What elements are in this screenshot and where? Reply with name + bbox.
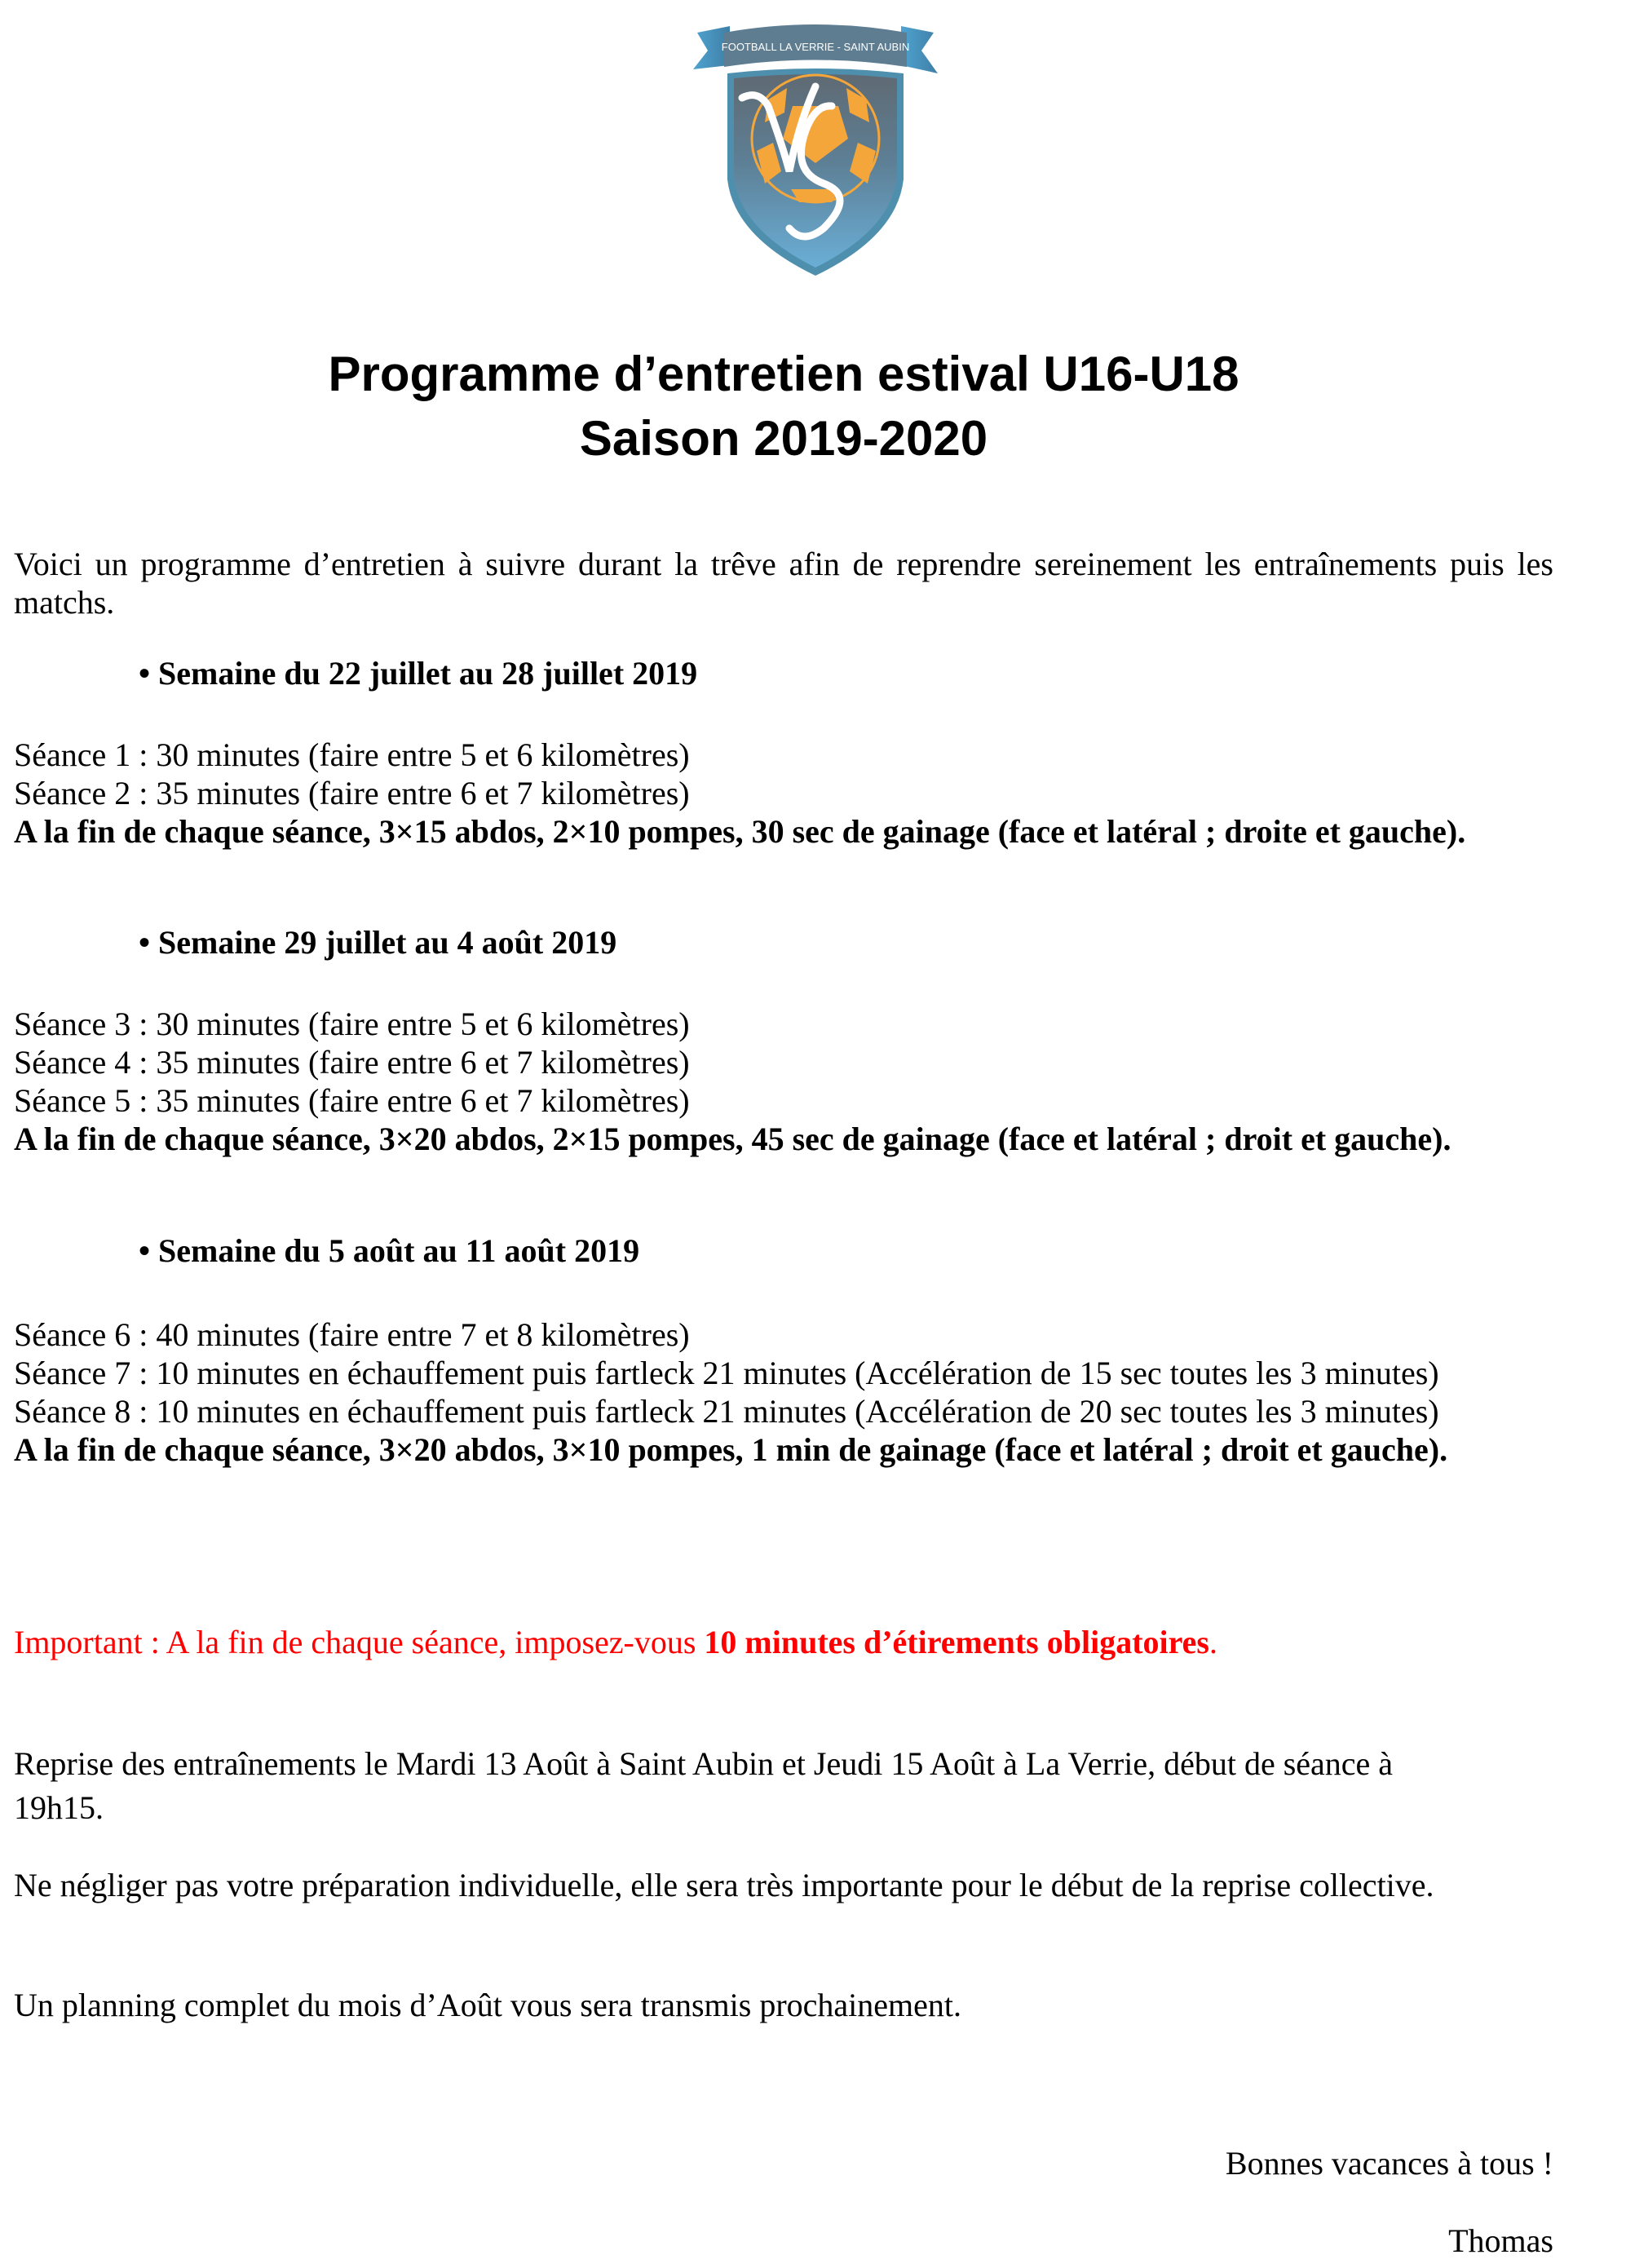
bullet-icon: • xyxy=(139,655,151,692)
exercise-summary: A la fin de chaque séance, 3×20 abdos, 3×10 pompes, 1 min de gainage (face et latéral ; droit et gauche). xyxy=(14,1431,1448,1468)
session-item: Séance 3 : 30 minutes (faire entre 5 et 6 kilomètres) xyxy=(14,1006,690,1042)
session-item: Séance 8 : 10 minutes en échauffement puis fartleck 21 minutes (Accélération de 20 sec toutes les 3 minutes) xyxy=(14,1393,1439,1430)
important-emphasis: 10 minutes d’étirements obligatoires xyxy=(704,1624,1209,1660)
week-1-sessions xyxy=(14,736,1553,851)
session-item: Séance 1 : 30 minutes (faire entre 5 et 6 kilomètres) xyxy=(14,736,690,773)
bullet-icon: • xyxy=(139,1232,151,1269)
preparation-paragraph: Ne négliger pas votre préparation individuelle, elle sera très importante pour le début de la reprise collective. xyxy=(14,1867,1434,1903)
bullet-icon: • xyxy=(139,924,151,961)
exercise-summary: A la fin de chaque séance, 3×15 abdos, 2×10 pompes, 30 sec de gainage (face et latéral ; droite et gauche). xyxy=(14,813,1466,850)
title-line-1: Programme d’entretien estival U16-U18 xyxy=(328,347,1239,401)
session-item: Séance 5 : 35 minutes (faire entre 6 et 7 kilomètres) xyxy=(14,1082,690,1119)
session-item: Séance 7 : 10 minutes en échauffement puis fartleck 21 minutes (Accélération de 15 sec toutes les 3 minutes) xyxy=(14,1355,1439,1391)
important-suffix: . xyxy=(1208,1624,1217,1660)
week-heading-3 xyxy=(139,1231,639,1270)
logo-banner-text: FOOTBALL LA VERRIE - SAINT AUBIN xyxy=(721,41,910,53)
session-item: Séance 2 : 35 minutes (faire entre 6 et 7 kilomètres) xyxy=(14,775,690,811)
week-heading-text: Semaine du 5 août au 11 août 2019 xyxy=(158,1232,640,1269)
title-line-2: Saison 2019-2020 xyxy=(579,411,988,466)
week-heading-text: Semaine du 22 juillet au 28 juillet 2019 xyxy=(158,655,698,692)
week-3-sessions xyxy=(14,1315,1553,1469)
session-item: Séance 6 : 40 minutes (faire entre 7 et 8 kilomètres) xyxy=(14,1316,690,1353)
club-logo xyxy=(693,8,938,277)
important-prefix: Important : A la fin de chaque séance, imposez-vous xyxy=(14,1624,705,1660)
signature: Thomas xyxy=(1448,2222,1553,2259)
week-heading-text: Semaine 29 juillet au 4 août 2019 xyxy=(158,924,617,961)
exercise-summary: A la fin de chaque séance, 3×20 abdos, 2×15 pompes, 45 sec de gainage (face et latéral ; droit et gauche). xyxy=(14,1121,1451,1157)
week-heading-2 xyxy=(139,923,616,962)
closing-line: Bonnes vacances à tous ! xyxy=(1225,2145,1553,2182)
intro-paragraph: Voici un programme d’entretien à suivre durant la trêve afin de reprendre sereinement les entraînements puis les matchs. xyxy=(14,546,1553,621)
session-item: Séance 4 : 35 minutes (faire entre 6 et 7 kilomètres) xyxy=(14,1044,690,1081)
week-heading-1 xyxy=(139,654,697,692)
planning-paragraph: Un planning complet du mois d’Août vous sera transmis prochainement. xyxy=(14,1987,962,2023)
important-note xyxy=(14,1623,1553,1661)
week-2-sessions xyxy=(14,1005,1553,1158)
page-title xyxy=(14,342,1553,471)
reprise-paragraph: Reprise des entraînements le Mardi 13 Août à Saint Aubin et Jeudi 15 Août à La Verrie, début de séance à 19h15. xyxy=(14,1745,1394,1826)
